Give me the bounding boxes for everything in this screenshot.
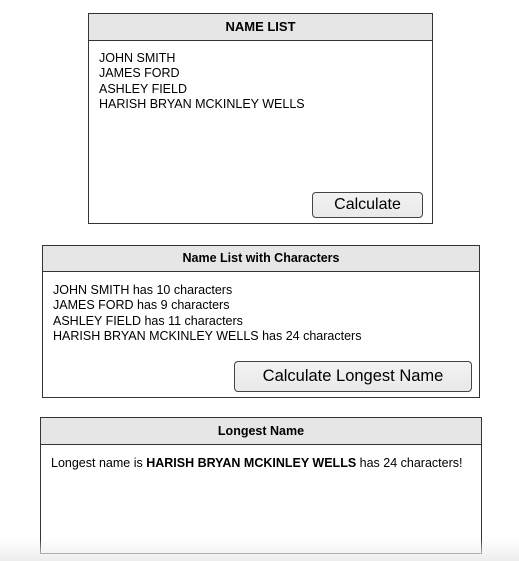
result-prefix: Longest name is — [51, 456, 147, 470]
character-count-item: ASHLEY FIELD has 11 characters — [53, 313, 243, 328]
longest-name-value: HARISH BRYAN MCKINLEY WELLS — [146, 456, 357, 470]
character-count-list — [53, 283, 361, 344]
name-list-item: JAMES FORD — [99, 66, 180, 81]
name-list-item: HARISH BRYAN MCKINLEY WELLS — [99, 96, 305, 111]
longest-name-panel — [40, 417, 482, 554]
name-list-title: NAME LIST — [89, 14, 432, 41]
calculate-longest-name-button[interactable]: Calculate Longest Name — [234, 361, 472, 392]
character-count-item: JOHN SMITH has 10 characters — [53, 283, 233, 297]
longest-name-result — [51, 456, 462, 471]
characters-panel-title: Name List with Characters — [43, 246, 479, 272]
name-list-item: ASHLEY FIELD — [99, 81, 188, 96]
name-list-panel — [88, 13, 433, 224]
character-count-item: JAMES FORD has 9 characters — [53, 298, 230, 313]
longest-name-title: Longest Name — [41, 418, 481, 445]
name-list — [99, 51, 305, 112]
result-suffix: has 24 characters! — [356, 456, 463, 470]
calculate-button[interactable]: Calculate — [312, 192, 423, 218]
name-list-item: JOHN SMITH — [99, 51, 176, 65]
character-count-item: HARISH BRYAN MCKINLEY WELLS has 24 characters — [53, 328, 362, 343]
characters-panel — [42, 245, 480, 398]
